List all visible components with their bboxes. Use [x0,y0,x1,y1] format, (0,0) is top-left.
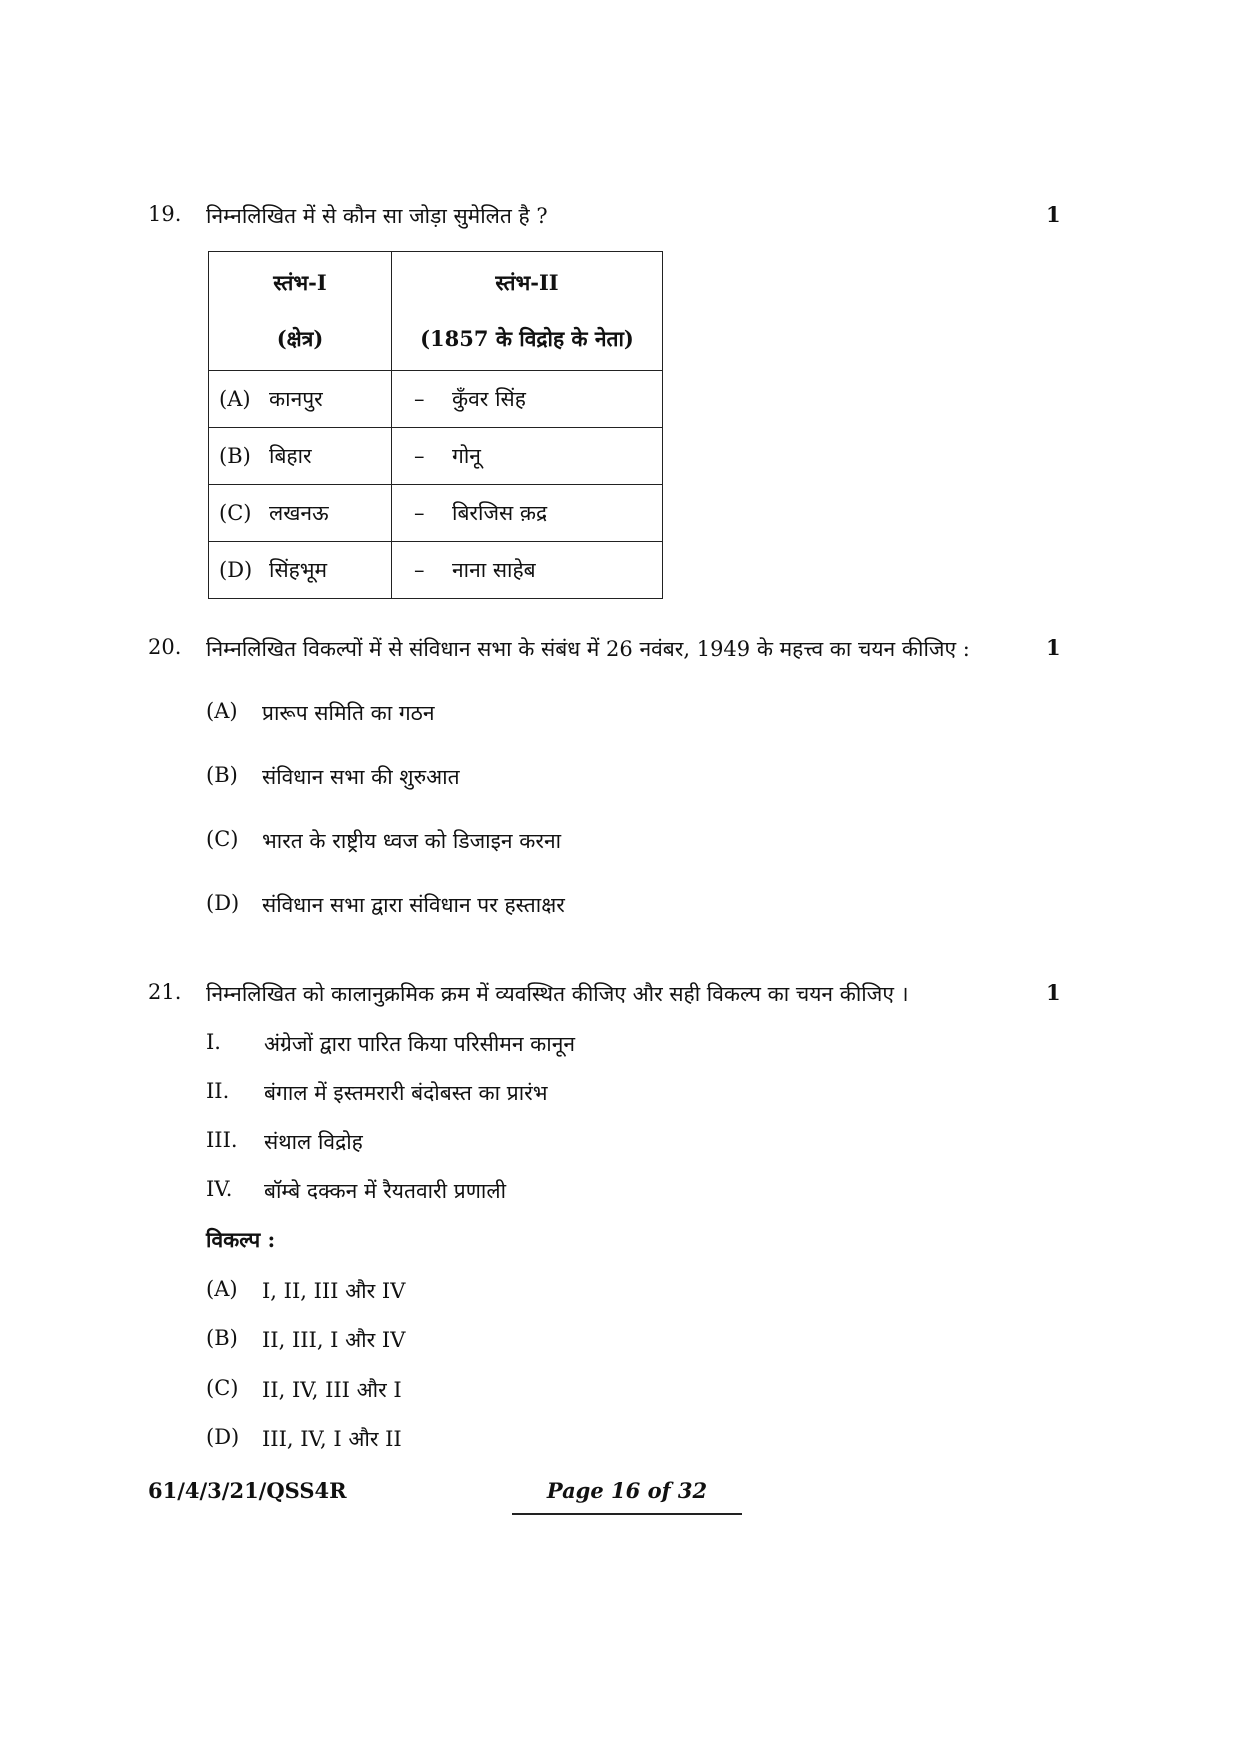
option-label: (C) [206,827,239,851]
row-leader: गोनू [452,444,481,468]
statement-label: I. [206,1030,221,1054]
question-number: 21. [148,980,182,1004]
statement-label: II. [206,1079,230,1103]
option-text: भारत के राष्ट्रीय ध्वज को डिजाइन करना [262,829,562,853]
paper-code: 61/4/3/21/QSS4R [148,1478,347,1503]
option-label: (D) [206,891,240,915]
question-number: 19. [148,202,182,226]
row-dash: – [414,501,425,525]
row-leader: बिरजिस क़द्र [452,501,548,525]
option-label: (D) [206,1425,240,1449]
column-1-header [209,252,392,371]
row-region: लखनऊ [269,501,329,525]
row-leader: कुँवर सिंह [452,387,526,411]
footer-underline [512,1513,742,1515]
match-table [208,251,663,599]
row-leader: नाना साहेब [452,558,536,582]
option-text: I, II, III और IV [262,1279,406,1303]
row-label: (B) [219,444,251,468]
option-text: संविधान सभा की शुरुआत [262,765,460,789]
row-region: कानपुर [269,387,323,411]
option-text: संविधान सभा द्वारा संविधान पर हस्ताक्षर [262,893,565,917]
row-dash: – [414,387,425,411]
column-2-subtitle: (1857 के विद्रोह के नेता) [420,326,634,351]
column-2-header [392,252,663,371]
option-text: II, III, I और IV [262,1328,406,1352]
page-number: Page 16 of 32 [546,1478,708,1503]
row-region: बिहार [269,444,312,468]
row-dash: – [414,558,425,582]
table-row [209,428,663,485]
question-marks: 1 [1046,635,1061,660]
column-2-title: स्तंभ-II [495,270,559,295]
question-text: निम्नलिखित में से कौन सा जोड़ा सुमेलित है ? [206,204,548,228]
statement-label: IV. [206,1177,233,1201]
row-label: (A) [219,387,251,411]
table-header-row [209,252,663,371]
option-label: (B) [206,763,238,787]
statement-text: अंग्रेजों द्वारा पारित किया परिसीमन कानून [264,1032,576,1056]
question-number: 20. [148,635,182,659]
table-row [209,542,663,599]
table-row [209,371,663,428]
option-label: (C) [206,1376,239,1400]
table-row [209,485,663,542]
row-dash: – [414,444,425,468]
row-label: (D) [219,558,253,582]
question-marks: 1 [1046,980,1061,1005]
question-marks: 1 [1046,202,1061,227]
option-text: III, IV, I और II [262,1427,402,1451]
statement-text: बॉम्बे दक्कन में रैयतवारी प्रणाली [264,1179,507,1203]
column-1-title: स्तंभ-I [273,270,327,295]
column-1-subtitle: (क्षेत्र) [276,326,324,351]
statement-label: III. [206,1128,238,1152]
option-text: प्रारूप समिति का गठन [262,701,435,725]
question-text: निम्नलिखित विकल्पों में से संविधान सभा के संबंध में 26 नवंबर, 1949 के महत्त्व का चयन कीजिए : [206,637,970,661]
option-label: (A) [206,1277,238,1301]
statement-text: संथाल विद्रोह [264,1130,363,1154]
option-label: (A) [206,699,238,723]
row-region: सिंहभूम [269,558,328,582]
row-label: (C) [219,501,252,525]
options-heading: विकल्प : [206,1227,276,1252]
question-text: निम्नलिखित को कालानुक्रमिक क्रम में व्यवस्थित कीजिए और सही विकल्प का चयन कीजिए । [206,982,909,1006]
option-text: II, IV, III और I [262,1378,402,1402]
statement-text: बंगाल में इस्तमरारी बंदोबस्त का प्रारंभ [264,1081,548,1105]
option-label: (B) [206,1326,238,1350]
